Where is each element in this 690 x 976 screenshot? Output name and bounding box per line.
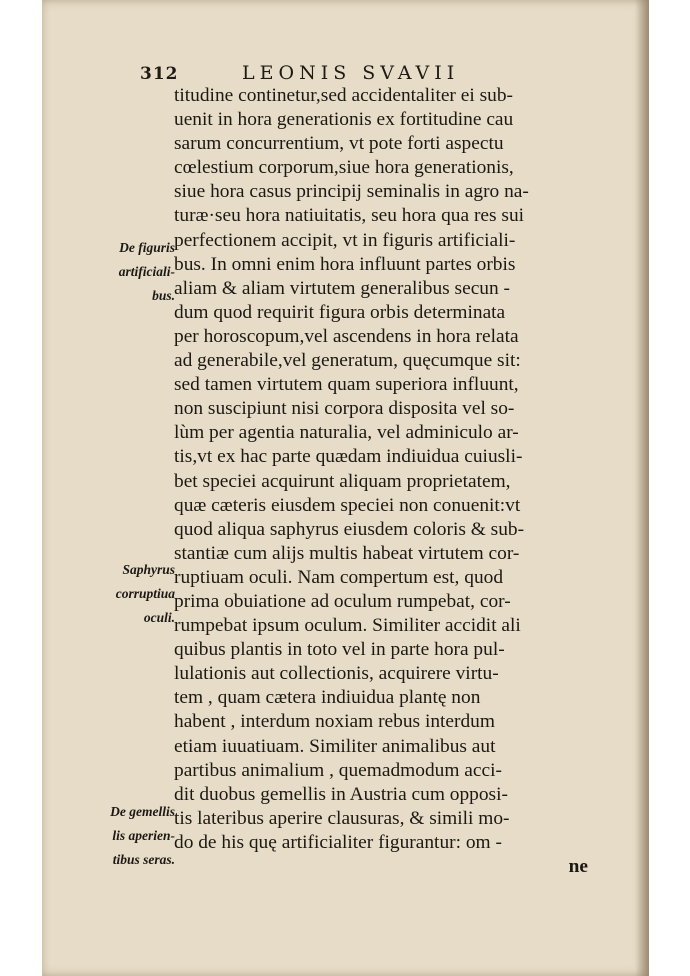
- text-line: sed tamen virtutem quam superiora influunt,: [174, 374, 519, 396]
- text-line: ruptiuam oculi. Nam compertum est, quod: [174, 566, 504, 588]
- text-line: aliam & aliam virtutem generalibus secun -: [174, 277, 510, 299]
- text-line: tem , quam cætera indiuidua plantę non: [174, 687, 481, 709]
- text-line: rumpebat ipsum oculum. Similiter accidit ali: [174, 615, 521, 637]
- margin-note-line: tibus seras.: [112, 852, 175, 868]
- text-line: etiam iuuatiuam. Similiter animalibus aut: [174, 735, 496, 757]
- text-line: siue hora casus principij seminalis in agro na-: [174, 181, 529, 203]
- margin-note-line: De gemellis: [110, 804, 175, 819]
- text-line: quæ cæteris eiusdem speciei non conuenit:vt: [174, 494, 521, 516]
- text-line: tis lateribus aperire clausuras, & simili mo-: [174, 807, 510, 829]
- text-line: dit duobus gemellis in Austria cum opposi-: [174, 783, 508, 805]
- text-line: habent , interdum noxiam rebus interdum: [174, 711, 495, 733]
- margin-note-de-figuris: [50, 236, 175, 308]
- text-line: ad generabile,vel generatum, quęcumque sit:: [174, 350, 521, 372]
- text-line: lùm per agentia naturalia, vel adminiculo ar-: [174, 422, 519, 444]
- text-line: do de his quę artificialiter figurantur: om -: [174, 831, 502, 853]
- running-title: LEONIS SVAVII: [242, 62, 460, 84]
- body-text: [174, 84, 604, 879]
- text-line: turæ·seu hora natiuitatis, seu hora qua res sui: [174, 205, 525, 227]
- text-line: bus. In omni enim hora influunt partes orbis: [174, 253, 516, 275]
- text-line: uenit in hora generationis ex fortitudine cau: [174, 109, 514, 131]
- margin-note-line: bus.: [152, 288, 175, 304]
- text-line: titudine continetur,sed accidentaliter ei sub-: [174, 85, 513, 106]
- text-line: perfectionem accipit, vt in figuris artificiali-: [174, 229, 516, 251]
- text-line: stantiæ cum alijs multis habeat virtutem cor-: [174, 542, 520, 564]
- margin-note-line: Saphyrus: [122, 562, 175, 577]
- text-line: tis,vt ex hac parte quædam indiuidua cuiusli-: [174, 446, 523, 468]
- margin-note-line: lis aperien-: [112, 828, 175, 844]
- text-line: bet speciei acquirunt aliquam proprietatem,: [174, 470, 511, 492]
- page-number: 312: [140, 64, 179, 84]
- page-edge-shadow: [635, 0, 649, 976]
- margin-note-de-gemellis: [50, 800, 175, 872]
- catchword: ne: [568, 856, 588, 877]
- text-line: quibus plantis in toto vel in parte hora pul-: [174, 639, 505, 661]
- margin-note-saphyrus: [50, 558, 175, 630]
- text-line: sarum concurrentium, vt pote forti aspectu: [174, 133, 504, 155]
- margin-note-line: De figuris: [119, 240, 175, 255]
- margin-note-line: oculi.: [143, 610, 175, 626]
- text-line: dum quod requirit figura orbis determinata: [174, 301, 506, 323]
- text-line: non suscipiunt nisi corpora disposita vel so-: [174, 398, 515, 420]
- margin-note-line: artificiali-: [118, 264, 175, 280]
- text-line: partibus animalium , quemadmodum acci-: [174, 759, 502, 781]
- margin-note-line: corruptiua: [115, 586, 175, 602]
- text-line: per horoscopum,vel ascendens in hora relata: [174, 325, 519, 347]
- text-line: cœlestium corporum,siue hora generationis,: [174, 157, 514, 179]
- text-line: quod aliqua saphyrus eiusdem coloris & sub-: [174, 518, 525, 540]
- text-line: lulationis aut collectionis, acquirere virtu-: [174, 663, 499, 685]
- text-line: prima obuiatione ad oculum rumpebat, cor-: [174, 590, 511, 612]
